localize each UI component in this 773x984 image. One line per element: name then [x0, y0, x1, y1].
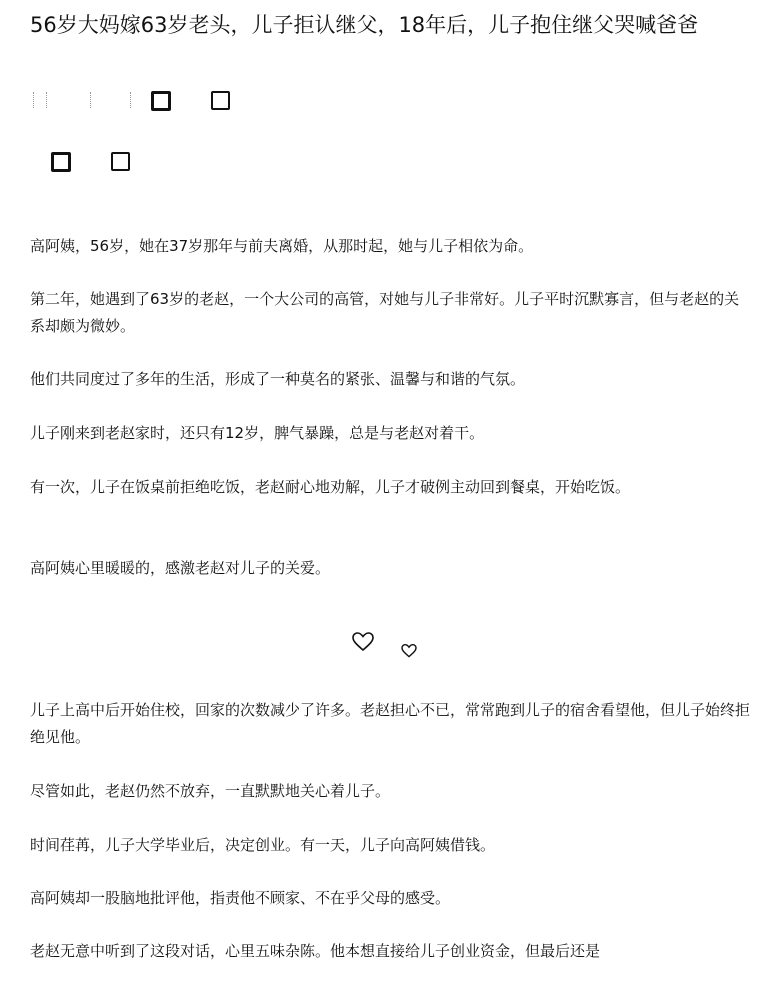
- placeholder-box-icon: [151, 91, 171, 111]
- placeholder-box-icon: [111, 152, 130, 171]
- paragraph: 老赵无意中听到了这段对话，心里五味杂陈。他本想直接给儿子创业资金，但最后还是: [30, 942, 601, 960]
- paragraph: 他们共同度过了多年的生活，形成了一种莫名的紧张、温馨与和谐的气氛。: [30, 370, 526, 388]
- decorative-hearts: [0, 630, 773, 660]
- missing-glyphs-row-1: [0, 88, 773, 112]
- paragraph: 时间荏苒，儿子大学毕业后，决定创业。有一天，儿子向高阿姨借钱。: [30, 836, 496, 854]
- faint-glyph-icon: [130, 92, 133, 108]
- missing-glyphs-row-2: [0, 150, 773, 174]
- faint-glyph-icon: [90, 92, 93, 108]
- paragraph: 尽管如此，老赵仍然不放弃，一直默默地关心着儿子。: [30, 782, 391, 800]
- article-title: 56岁大妈嫁63岁老头，儿子拒认继父，18年后，儿子抱住继父哭喊爸爸: [30, 13, 699, 37]
- heart-outline-icon: [352, 632, 374, 652]
- heart-outline-icon: [401, 644, 417, 658]
- paragraph: 高阿姨心里暖暖的，感激老赵对儿子的关爱。: [30, 559, 331, 577]
- paragraph: 高阿姨，56岁，她在37岁那年与前夫离婚，从那时起，她与儿子相依为命。: [30, 237, 534, 255]
- faint-glyph-icon: [33, 92, 47, 108]
- paragraph: 有一次，儿子在饭桌前拒绝吃饭，老赵耐心地劝解，儿子才破例主动回到餐桌，开始吃饭。: [30, 478, 631, 496]
- paragraph: 儿子上高中后开始住校，回家的次数减少了许多。老赵担心不已，常常跑到儿子的宿舍看望他，但儿子始终拒绝见他。: [30, 701, 751, 746]
- placeholder-box-icon: [51, 152, 71, 172]
- paragraph: 高阿姨却一股脑地批评他，指责他不顾家、不在乎父母的感受。: [30, 889, 451, 907]
- paragraph: 第二年，她遇到了63岁的老赵，一个大公司的高管，对她与儿子非常好。儿子平时沉默寡言，但与老赵的关系却颇为微妙。: [30, 290, 740, 335]
- placeholder-box-icon: [211, 91, 230, 110]
- paragraph: 儿子刚来到老赵家时，还只有12岁，脾气暴躁，总是与老赵对着干。: [30, 424, 485, 442]
